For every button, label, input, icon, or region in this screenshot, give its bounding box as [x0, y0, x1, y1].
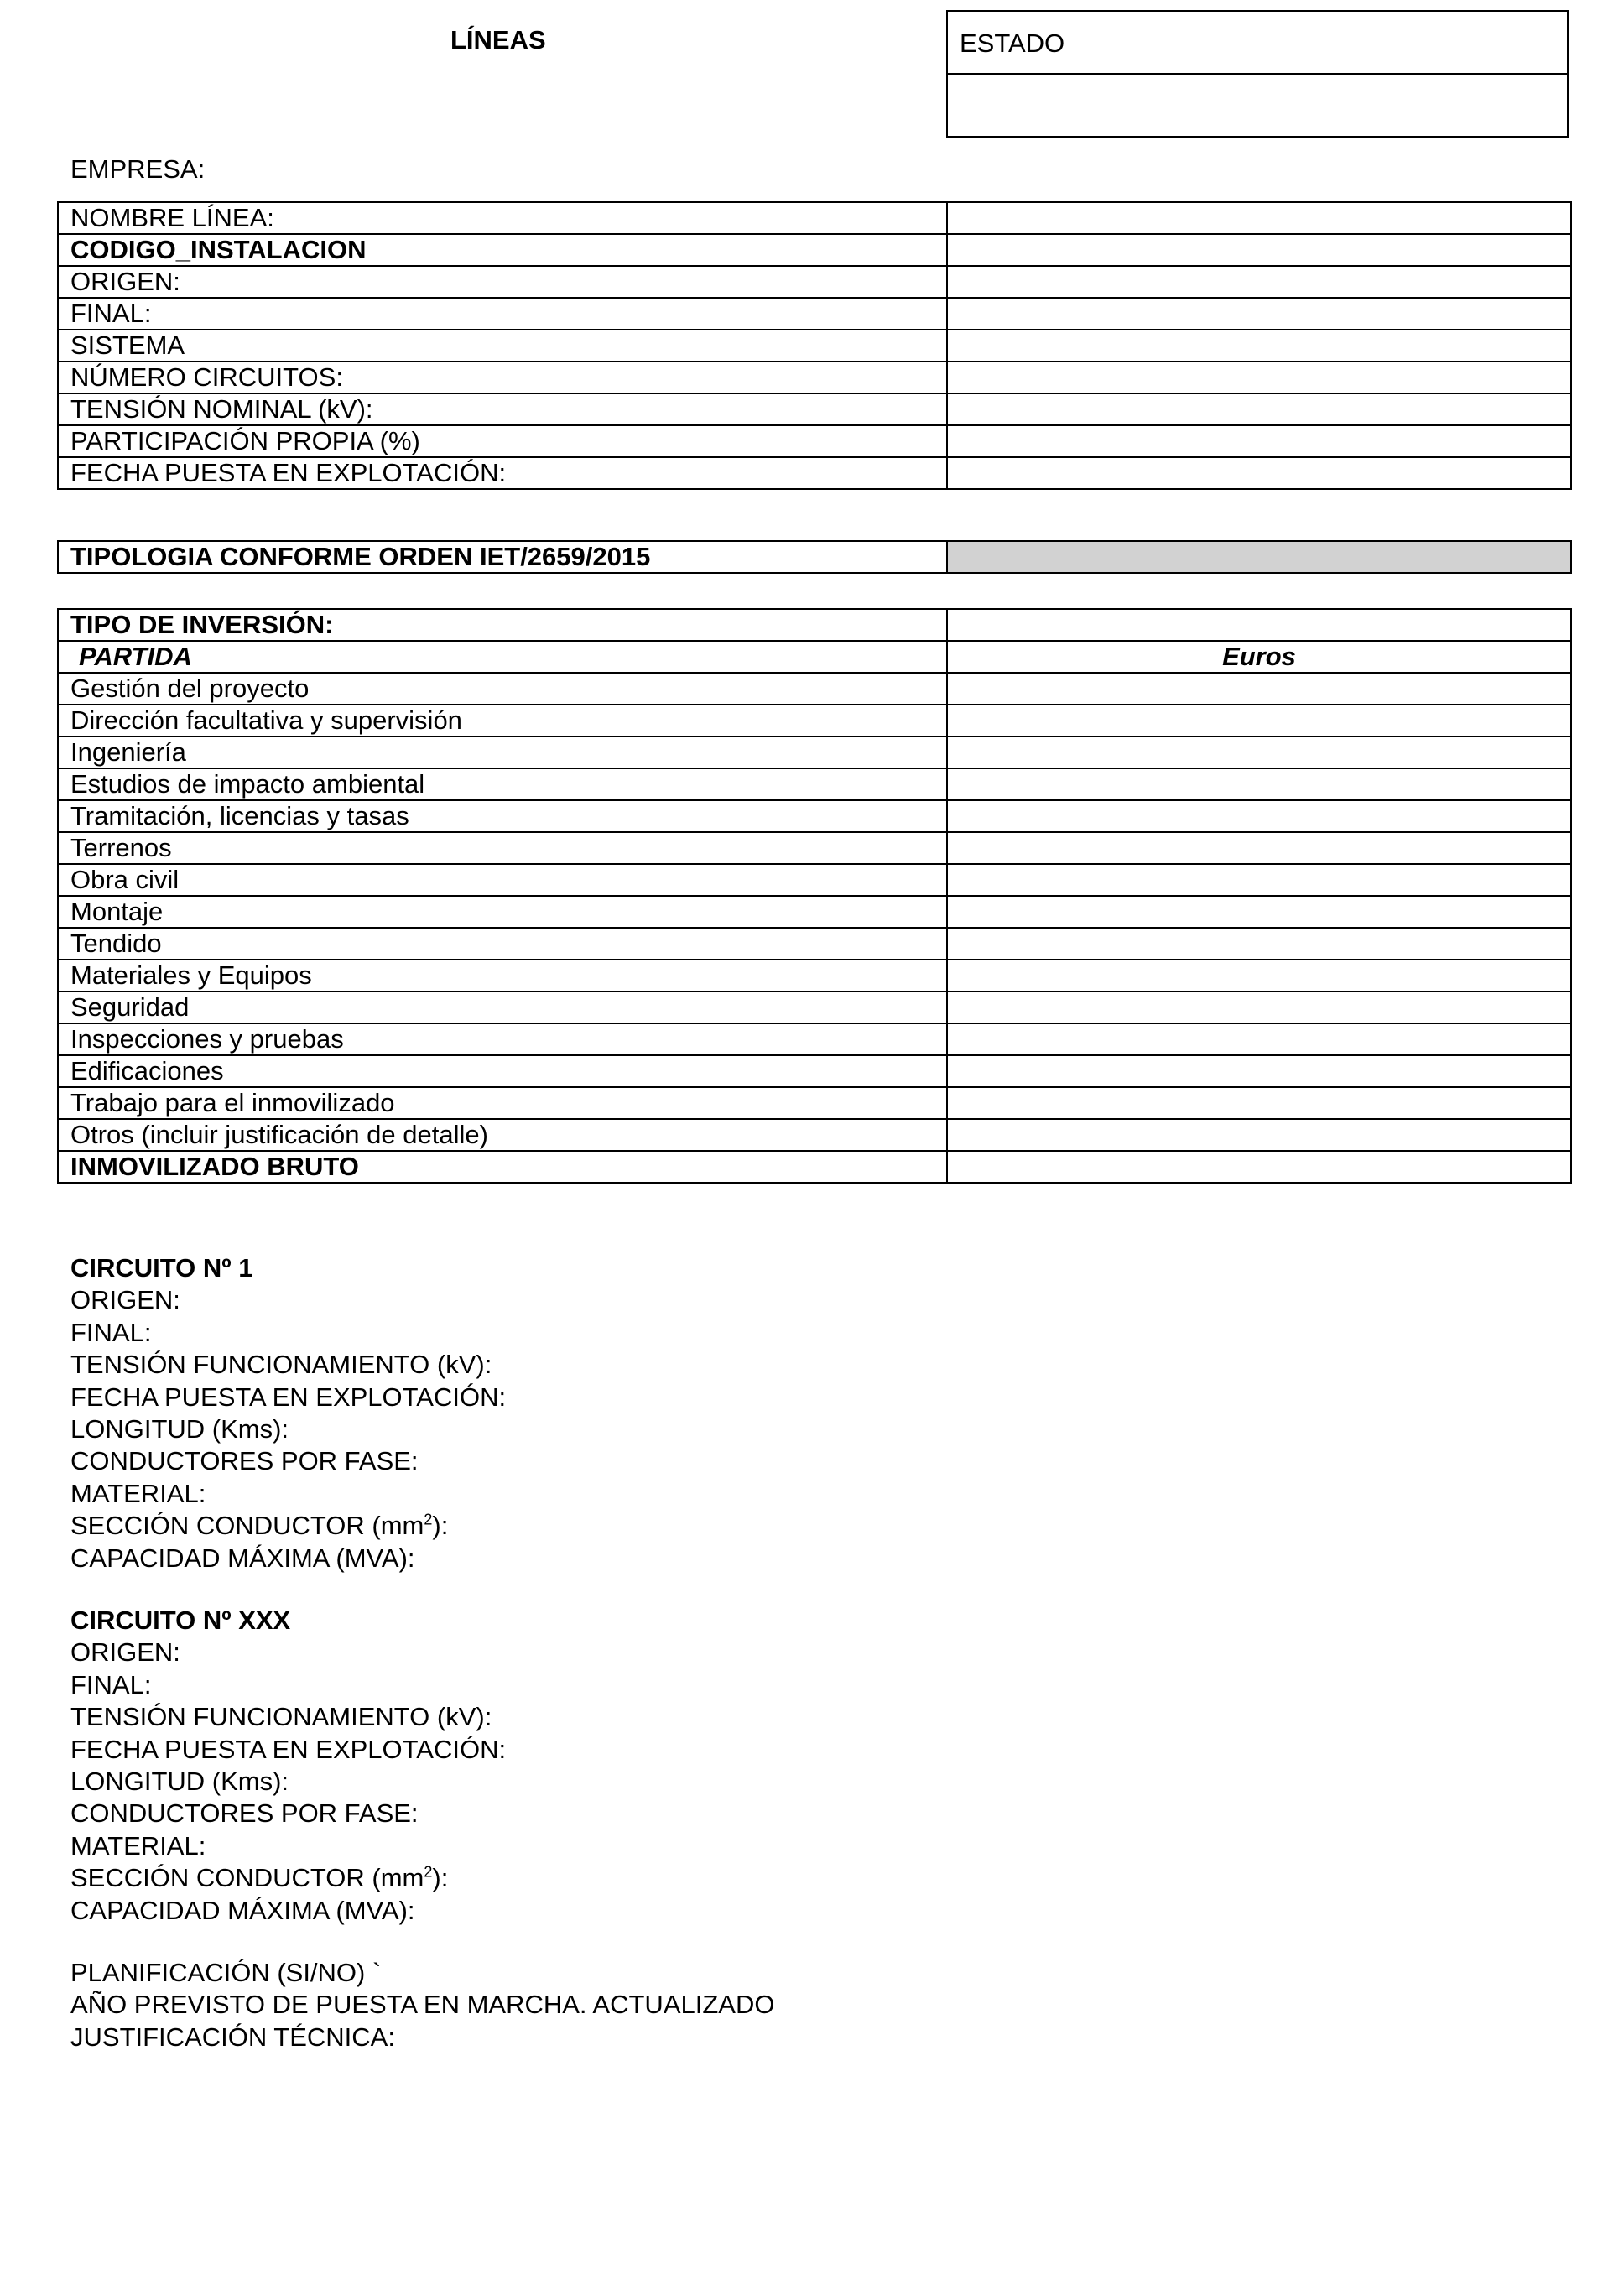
table-row	[58, 768, 1571, 800]
estado-value[interactable]	[948, 75, 1567, 136]
tipo-inversion-label: TIPO DE INVERSIÓN:	[58, 609, 947, 641]
anio-previsto-label: AÑO PREVISTO DE PUESTA EN MARCHA. ACTUALIZADO	[70, 1990, 775, 2020]
partida-label: Terrenos	[58, 832, 947, 864]
table-row	[58, 1151, 1571, 1183]
table-header-row	[58, 641, 1571, 673]
table-row	[58, 705, 1571, 736]
circuit-block	[70, 1252, 506, 1574]
table-row	[58, 541, 1571, 573]
seccion-superscript: 2	[424, 1863, 433, 1881]
nombre-linea-label: NOMBRE LÍNEA:	[58, 202, 947, 234]
nombre-linea-value[interactable]	[947, 202, 1571, 234]
partida-label: Trabajo para el inmovilizado	[58, 1087, 947, 1119]
codigo-instalacion-label: CODIGO_INSTALACION	[58, 234, 947, 266]
circuit-title: CIRCUITO Nº XXX	[70, 1605, 291, 1635]
inmovilizado-bruto-value[interactable]	[947, 1151, 1571, 1183]
fecha-puesta-value[interactable]	[947, 457, 1571, 489]
table-row	[58, 896, 1571, 928]
partida-value[interactable]	[947, 960, 1571, 991]
seccion-text: SECCIÓN CONDUCTOR (mm	[70, 1511, 424, 1541]
final-value[interactable]	[947, 298, 1571, 330]
tension-nominal-value[interactable]	[947, 393, 1571, 425]
partida-label: Dirección facultativa y supervisión	[58, 705, 947, 736]
justificacion-label: JUSTIFICACIÓN TÉCNICA:	[70, 2022, 395, 2052]
partida-value[interactable]	[947, 673, 1571, 705]
table-row	[58, 1055, 1571, 1087]
tipologia-label: TIPOLOGIA CONFORME ORDEN IET/2659/2015	[58, 541, 947, 573]
circuit-seccion	[70, 1862, 506, 1894]
partida-label: Otros (incluir justificación de detalle)	[58, 1119, 947, 1151]
circuit-tension: TENSIÓN FUNCIONAMIENTO (kV):	[70, 1350, 492, 1380]
table-row	[58, 960, 1571, 991]
seccion-suffix: ):	[432, 1511, 449, 1541]
table-row	[58, 234, 1571, 266]
numero-circuitos-value[interactable]	[947, 362, 1571, 393]
partida-value[interactable]	[947, 864, 1571, 896]
table-row	[58, 1023, 1571, 1055]
circuit-tension: TENSIÓN FUNCIONAMIENTO (kV):	[70, 1702, 492, 1732]
partida-label: Estudios de impacto ambiental	[58, 768, 947, 800]
circuit-longitud: LONGITUD (Kms):	[70, 1414, 289, 1444]
circuit-material: MATERIAL:	[70, 1478, 206, 1508]
partida-label: Gestión del proyecto	[58, 673, 947, 705]
empresa-label: EMPRESA:	[70, 154, 206, 184]
origen-label: ORIGEN:	[58, 266, 947, 298]
partida-value[interactable]	[947, 768, 1571, 800]
partida-value[interactable]	[947, 800, 1571, 832]
table-row	[58, 609, 1571, 641]
table-row	[58, 928, 1571, 960]
origen-value[interactable]	[947, 266, 1571, 298]
partida-label: Tendido	[58, 928, 947, 960]
circuit-origen: ORIGEN:	[70, 1637, 180, 1668]
circuit-material: MATERIAL:	[70, 1830, 206, 1860]
page-title: LÍNEAS	[450, 25, 546, 55]
codigo-instalacion-value[interactable]	[947, 234, 1571, 266]
fecha-puesta-label: FECHA PUESTA EN EXPLOTACIÓN:	[58, 457, 947, 489]
sistema-label: SISTEMA	[58, 330, 947, 362]
estado-label: ESTADO	[948, 12, 1567, 75]
table-row	[58, 736, 1571, 768]
general-info-table	[57, 201, 1572, 490]
tipologia-value[interactable]	[947, 541, 1571, 573]
circuit-fecha: FECHA PUESTA EN EXPLOTACIÓN:	[70, 1382, 507, 1412]
partida-label: Montaje	[58, 896, 947, 928]
partida-label: Ingeniería	[58, 736, 947, 768]
table-row	[58, 330, 1571, 362]
partida-value[interactable]	[947, 832, 1571, 864]
partida-label: Seguridad	[58, 991, 947, 1023]
euros-header: Euros	[947, 641, 1571, 673]
participacion-propia-value[interactable]	[947, 425, 1571, 457]
circuit-conductores: CONDUCTORES POR FASE:	[70, 1798, 419, 1829]
table-row	[58, 864, 1571, 896]
partida-label: Tramitación, licencias y tasas	[58, 800, 947, 832]
circuit-capacidad: CAPACIDAD MÁXIMA (MVA):	[70, 1895, 415, 1925]
footer-block	[70, 1957, 774, 2053]
circuit-conductores: CONDUCTORES POR FASE:	[70, 1446, 419, 1476]
partida-value[interactable]	[947, 705, 1571, 736]
table-row	[58, 800, 1571, 832]
partida-header: PARTIDA	[58, 641, 947, 673]
partida-value[interactable]	[947, 1119, 1571, 1151]
seccion-suffix: ):	[432, 1863, 449, 1893]
table-row	[58, 393, 1571, 425]
seccion-text: SECCIÓN CONDUCTOR (mm	[70, 1863, 424, 1893]
tension-nominal-label: TENSIÓN NOMINAL (kV):	[58, 393, 947, 425]
partida-value[interactable]	[947, 1055, 1571, 1087]
circuit-origen: ORIGEN:	[70, 1285, 180, 1315]
sistema-value[interactable]	[947, 330, 1571, 362]
participacion-propia-label: PARTICIPACIÓN PROPIA (%)	[58, 425, 947, 457]
circuit-block	[70, 1605, 506, 1927]
tipo-inversion-value[interactable]	[947, 609, 1571, 641]
inmovilizado-bruto-label: INMOVILIZADO BRUTO	[58, 1151, 947, 1183]
table-row	[58, 1087, 1571, 1119]
tipologia-table	[57, 540, 1572, 574]
table-row	[58, 202, 1571, 234]
partida-label: Inspecciones y pruebas	[58, 1023, 947, 1055]
table-row	[58, 457, 1571, 489]
partida-label: Obra civil	[58, 864, 947, 896]
partida-label: Materiales y Equipos	[58, 960, 947, 991]
circuit-longitud: LONGITUD (Kms):	[70, 1767, 289, 1797]
table-row	[58, 673, 1571, 705]
circuit-seccion	[70, 1510, 506, 1542]
table-row	[58, 832, 1571, 864]
table-row	[58, 298, 1571, 330]
circuit-title: CIRCUITO Nº 1	[70, 1253, 253, 1283]
partida-value[interactable]	[947, 991, 1571, 1023]
table-row	[58, 266, 1571, 298]
table-row	[58, 362, 1571, 393]
inversion-table	[57, 608, 1572, 1184]
circuit-fecha: FECHA PUESTA EN EXPLOTACIÓN:	[70, 1734, 507, 1764]
estado-box	[946, 10, 1569, 138]
circuit-capacidad: CAPACIDAD MÁXIMA (MVA):	[70, 1543, 415, 1573]
partida-value[interactable]	[947, 1087, 1571, 1119]
partida-label: Edificaciones	[58, 1055, 947, 1087]
numero-circuitos-label: NÚMERO CIRCUITOS:	[58, 362, 947, 393]
circuit-final: FINAL:	[70, 1669, 152, 1699]
circuit-final: FINAL:	[70, 1317, 152, 1347]
partida-value[interactable]	[947, 928, 1571, 960]
partida-value[interactable]	[947, 736, 1571, 768]
partida-value[interactable]	[947, 1023, 1571, 1055]
seccion-superscript: 2	[424, 1511, 433, 1528]
partida-value[interactable]	[947, 896, 1571, 928]
planificacion-label: PLANIFICACIÓN (SI/NO) `	[70, 1958, 382, 1987]
table-row	[58, 425, 1571, 457]
final-label: FINAL:	[58, 298, 947, 330]
table-row	[58, 1119, 1571, 1151]
table-row	[58, 991, 1571, 1023]
